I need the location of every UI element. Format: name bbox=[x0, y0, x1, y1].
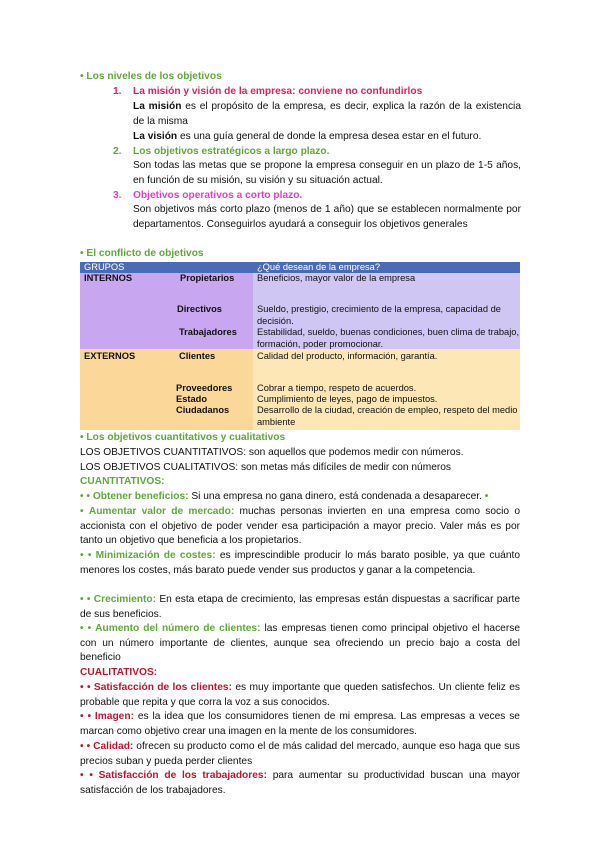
row-group: Ciudadanos bbox=[176, 405, 230, 415]
section-heading-cuant-cual bbox=[80, 431, 285, 446]
mision-label: La misión bbox=[133, 101, 182, 112]
item-text: En esta etapa de crecimiento, las empresas están dispuestas a sacrificar parte de sus beneficios. bbox=[80, 594, 520, 620]
row-desc: Desarrollo de la ciudad, creación de empleo, respeto del medio ambiente bbox=[257, 405, 518, 427]
bullet: • bbox=[80, 248, 84, 259]
section-heading-conflicto bbox=[80, 247, 204, 262]
item-1-heading: La misión y visión de la empresa: conviene no confundirlos bbox=[133, 86, 423, 97]
item-text: Si una empresa no gana dinero, está condenada a desaparecer. bbox=[188, 491, 482, 502]
heading-text: Los niveles de los objetivos bbox=[86, 71, 222, 82]
row-desc: Cumplimiento de leyes, pago de impuestos. bbox=[257, 394, 438, 404]
group-externos: EXTERNOS bbox=[84, 351, 136, 361]
row-group: Propietarios bbox=[180, 273, 235, 283]
header-desire: ¿Qué desean de la empresa? bbox=[257, 262, 381, 272]
item-text: ofrecen su producto como el de más calidad del mercado, aunque eso haga que sus precios suban y pueda perder clientes bbox=[80, 741, 520, 767]
cuant-item-clientes: • • Aumento del número de clientes: las empresas tienen como principal objetivo el hacerse con un número importante de clientes, aunque sea ofreciendo un precio bajo a costa del beneficio bbox=[80, 623, 520, 663]
item-label: Obtener beneficios: bbox=[92, 491, 189, 502]
row-group: Trabajadores bbox=[179, 327, 237, 337]
bullet: • bbox=[80, 71, 84, 82]
item-text: las empresas tienen como principal objetivo el hacerse con un número importante de clientes, aunque sea ofreciendo un precio bajo a costa del beneficio bbox=[80, 623, 520, 663]
item-3-number: 3. bbox=[113, 190, 122, 201]
row-desc: Beneficios, mayor valor de la empresa bbox=[257, 273, 416, 283]
cuantitativos-heading: CUANTITATIVOS: bbox=[80, 476, 165, 487]
item-label: Satisfacción de los clientes: bbox=[93, 682, 232, 693]
item-2-text: Son todas las metas que se propone la empresa conseguir en un plazo de 1-5 años, en función de su misión, su visión y su situación actual. bbox=[133, 160, 521, 186]
item-label: Aumento del número de clientes: bbox=[95, 623, 261, 634]
cual-item-satisfaccion-clientes: • • Satisfacción de los clientes: es muy importante que queden satisfechos. Un cliente feliz es probable que repita y que corra la voz a sus conocidos. bbox=[80, 682, 520, 708]
item-3-heading: Objetivos operativos a corto plazo. bbox=[133, 190, 303, 201]
item-label: Imagen: bbox=[94, 711, 134, 722]
cualitativos-definition: LOS OBJETIVOS CUALITATIVOS: son metas más difíciles de medir con números bbox=[80, 462, 452, 473]
row-group: Clientes bbox=[179, 351, 216, 361]
item-text: es imprescindible producir lo más barato posible, ya que cuánto menores los costes, más barato puede vender sus productos y ganar a la competencia. bbox=[80, 550, 520, 576]
cuant-item-crecimiento: • • Crecimiento: En esta etapa de crecimiento, las empresas están dispuestas a sacrificar parte de sus beneficios. bbox=[80, 594, 520, 620]
row-group: Directivos bbox=[177, 304, 222, 314]
item-2-number: 2. bbox=[113, 146, 122, 157]
cual-item-satisfaccion-trabajadores: • • Satisfacción de los trabajadores: para aumentar su productividad buscan una mayor satisfacción de los trabajadores. bbox=[80, 770, 520, 796]
item-label: Calidad: bbox=[93, 741, 134, 752]
mision-text: es el propósito de la empresa, es decir, explica la razón de la existencia de la misma bbox=[133, 101, 521, 127]
item-2-heading: Los objetivos estratégicos a largo plazo. bbox=[133, 146, 330, 157]
cual-item-imagen: • • Imagen: es la idea que los consumidores tienen de mi empresa. Las empresas a veces se marcan como objetivo crear una imagen en la mente de los consumidores. bbox=[80, 711, 520, 737]
heading-text: Los objetivos cuantitativos y cualitativos bbox=[86, 432, 286, 443]
heading-text: El conflicto de objetivos bbox=[86, 248, 204, 259]
bullet: • bbox=[80, 432, 84, 443]
item-label: Aumentar valor de mercado: bbox=[88, 506, 235, 517]
item-text: es muy importante que queden satisfechos. Un cliente feliz es probable que repita y que corra la voz a sus conocidos. bbox=[80, 682, 520, 708]
group-internos: INTERNOS bbox=[84, 273, 133, 283]
row-desc: Calidad del producto, información, garantía. bbox=[257, 351, 438, 361]
item-label: Crecimiento: bbox=[93, 594, 157, 605]
section-heading-niveles bbox=[80, 70, 222, 85]
item-label: Minimización de costes: bbox=[95, 550, 216, 561]
vision-paragraph bbox=[133, 130, 521, 145]
item-1-title bbox=[113, 85, 122, 100]
item-text: es la idea que los consumidores tienen de mi empresa. Las empresas a veces se marcan como objetivo crear una imagen en la mente de los consumidores. bbox=[80, 711, 520, 737]
cual-item-calidad: • • Calidad: ofrecen su producto como el de más calidad del mercado, aunque eso haga que sus precios suban y pueda perder clientes bbox=[80, 741, 520, 767]
item-label: Satisfacción de los trabajadores: bbox=[98, 770, 267, 781]
cuantitativos-definition: LOS OBJETIVOS CUANTITATIVOS: son aquellos que podemos medir con números. bbox=[80, 447, 464, 458]
header-groups: GRUPOS bbox=[84, 262, 125, 272]
item-3-text: Son objetivos más corto plazo (menos de 1 año) que se establecen normalmente por departamentos. Conseguirlos ayudará a conseguir los objetivos generales bbox=[133, 204, 521, 230]
vision-text: es una guía general de donde la empresa desea estar en el futuro. bbox=[177, 131, 482, 142]
row-desc: Sueldo, prestigio, crecimiento de la empresa, capacidad de decisión. bbox=[257, 304, 501, 326]
row-group: Estado bbox=[176, 394, 207, 404]
item-number: 1. bbox=[113, 86, 122, 97]
cuant-item-costes: • • Minimización de costes: es imprescindible producir lo más barato posible, ya que cuánto menores los costes, más barato puede vender sus productos y ganar a la competencia. bbox=[80, 550, 520, 576]
row-group: Proveedores bbox=[176, 383, 233, 393]
row-desc: Cobrar a tiempo, respeto de acuerdos. bbox=[257, 383, 417, 393]
item-text: muchas personas invierten en una empresa como socio o accionista con el objetivo de poder vender esa participación a mayor precio. Valer más es por tanto un objetivo que beneficia a los propietarios. bbox=[80, 506, 520, 546]
cualitativos-heading: CUALITATIVOS: bbox=[80, 667, 158, 678]
conflict-table bbox=[80, 262, 520, 430]
row-desc: Estabilidad, sueldo, buenas condiciones, buen clima de trabajo, formación, poder promocionar. bbox=[257, 327, 520, 349]
item-text: para aumentar su productividad buscan una mayor satisfacción de los trabajadores. bbox=[80, 770, 520, 796]
cuant-item-beneficios: • • Obtener beneficios: Si una empresa no gana dinero, está condenada a desaparecer. • bbox=[80, 491, 489, 502]
cuant-item-valor: • Aumentar valor de mercado: muchas personas invierten en una empresa como socio o accionista con el objetivo de poder vender esa participación a mayor precio. Valer más es por tanto un objetivo que beneficia a los propietarios. bbox=[80, 506, 520, 546]
mision-paragraph bbox=[133, 100, 521, 129]
vision-label: La visión bbox=[133, 131, 178, 142]
